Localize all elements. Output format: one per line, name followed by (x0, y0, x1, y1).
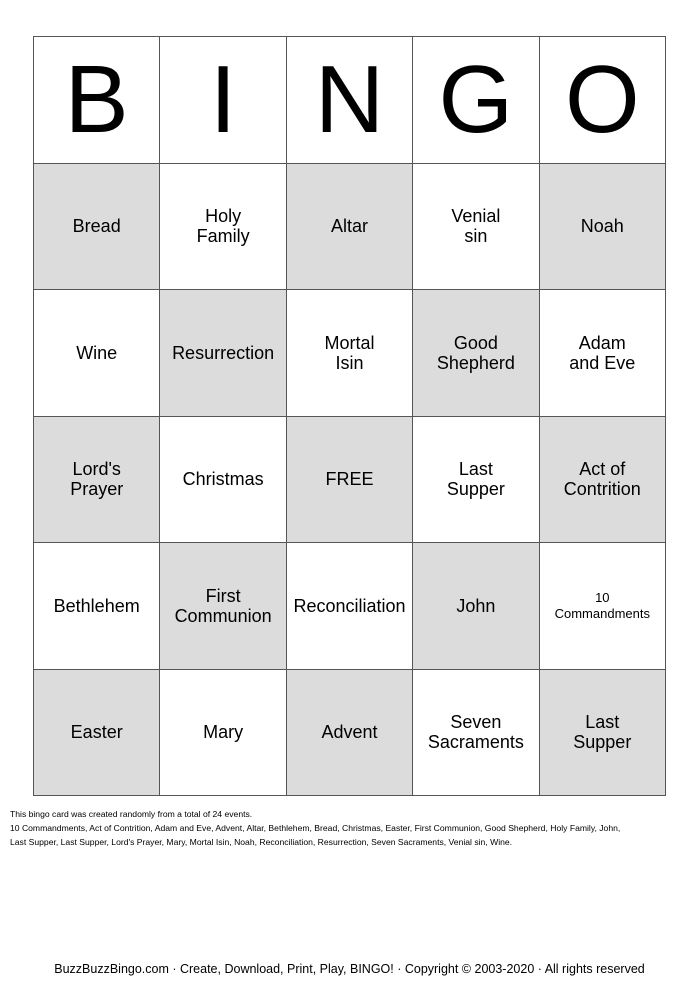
header-letter-b: B (34, 37, 160, 164)
bingo-cell: Wine (34, 290, 160, 417)
bingo-cell: Lord's Prayer (34, 417, 160, 544)
bingo-cell: Venial sin (413, 164, 539, 291)
bingo-cell: Noah (540, 164, 666, 291)
bingo-cell: Altar (287, 164, 413, 291)
header-letter-g: G (413, 37, 539, 164)
bingo-cell: Mortal Isin (287, 290, 413, 417)
copyright-footer: BuzzBuzzBingo.com · Create, Download, Print, Play, BINGO! · Copyright © 2003-2020 · All rights reserved (54, 962, 645, 976)
bingo-cell: John (413, 543, 539, 670)
bingo-card (33, 36, 666, 796)
note-line: This bingo card was created randomly from a total of 24 events. (10, 809, 253, 819)
bingo-cell: Act of Contrition (540, 417, 666, 544)
bingo-cell: Resurrection (160, 290, 286, 417)
bingo-cell: First Communion (160, 543, 286, 670)
note-line: 10 Commandments, Act of Contrition, Adam and Eve, Advent, Altar, Bethlehem, Bread, Christmas, Easter, First Communion, Good Shepherd, Holy Family, John, (10, 823, 621, 833)
bingo-cell: Adam and Eve (540, 290, 666, 417)
header-letter-o: O (540, 37, 666, 164)
bingo-cell: Mary (160, 670, 286, 797)
bingo-cell: Easter (34, 670, 160, 797)
bingo-cell: Last Supper (413, 417, 539, 544)
bingo-cell: Seven Sacraments (413, 670, 539, 797)
note-line: Last Supper, Last Supper, Lord's Prayer, Mary, Mortal Isin, Noah, Reconciliation, Resurrection, Seven Sacraments, Venial sin, Wine. (10, 837, 513, 847)
bingo-cell: Reconciliation (287, 543, 413, 670)
card-generation-note (10, 807, 690, 849)
bingo-cell: Bread (34, 164, 160, 291)
bingo-cell: Christmas (160, 417, 286, 544)
header-letter-n: N (287, 37, 413, 164)
bingo-cell: Last Supper (540, 670, 666, 797)
bingo-cell: Holy Family (160, 164, 286, 291)
bingo-cell: Bethlehem (34, 543, 160, 670)
bingo-cell: Advent (287, 670, 413, 797)
bingo-cell: 10 Commandments (540, 543, 666, 670)
header-letter-i: I (160, 37, 286, 164)
free-space-cell: FREE (287, 417, 413, 544)
bingo-cell: Good Shepherd (413, 290, 539, 417)
